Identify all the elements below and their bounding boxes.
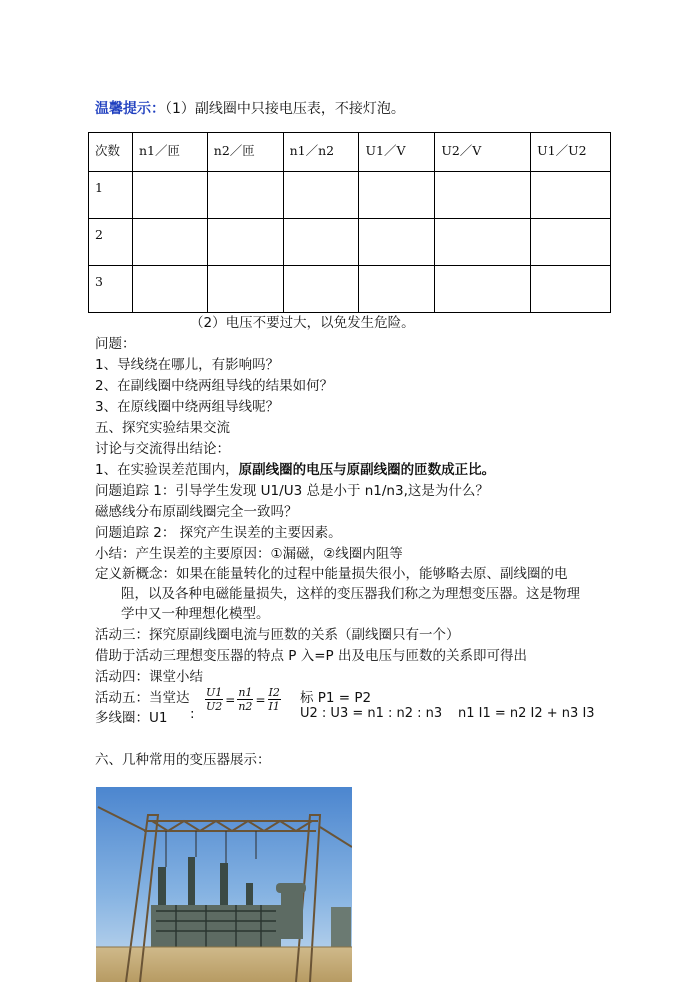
table-header-row bbox=[89, 133, 611, 172]
questions-title: 问题： bbox=[95, 336, 136, 352]
discussion-line: 讨论与交流得出结论： bbox=[95, 441, 230, 457]
table-cell: 2 bbox=[89, 219, 133, 266]
table-header-cell: U1／U2 bbox=[531, 133, 611, 172]
definition-line-1: 定义新概念：如果在能量转化的过程中能量损失很小，能够略去原、副线圈的电 bbox=[95, 566, 568, 582]
table-row bbox=[89, 172, 611, 219]
warm-tip-label: 温馨提示： bbox=[95, 101, 165, 117]
ratio-formula bbox=[205, 686, 281, 713]
question-3: 3、在原线圈中绕两组导线呢？ bbox=[95, 399, 280, 415]
follow-up-2: 问题追踪 2： 探究产生误差的主要因素。 bbox=[95, 525, 342, 541]
fraction-n: $\frac{n1}{n2}$ bbox=[238, 686, 253, 713]
table-cell: 3 bbox=[89, 266, 133, 313]
table-cell bbox=[207, 266, 283, 313]
table-cell bbox=[132, 219, 207, 266]
section6-title: 六、几种常用的变压器展示： bbox=[95, 752, 271, 768]
transformer-photo bbox=[96, 787, 352, 982]
table-cell bbox=[359, 219, 435, 266]
summary-line: 小结：产生误差的主要原因：①漏磁，②线圈内阻等 bbox=[95, 546, 403, 562]
table-header-cell: n1／匝 bbox=[132, 133, 207, 172]
equals-sign: = bbox=[225, 692, 236, 707]
conclusion-1-prefix: 1、在实验误差范围内， bbox=[95, 462, 239, 478]
safety-note: （2）电压不要过大，以免发生危险。 bbox=[190, 315, 415, 331]
power-equality: 标 P1 = P2 bbox=[300, 690, 372, 706]
table-cell bbox=[283, 172, 359, 219]
transformer-illustration bbox=[96, 787, 352, 982]
table-cell bbox=[531, 172, 611, 219]
table-cell bbox=[207, 172, 283, 219]
equals-sign: = bbox=[255, 692, 266, 707]
table-row bbox=[89, 266, 611, 313]
conclusion-1 bbox=[95, 458, 495, 478]
table-header-cell: n2／匝 bbox=[207, 133, 283, 172]
table-cell bbox=[359, 266, 435, 313]
definition-line-3: 学中又一种理想化模型。 bbox=[121, 606, 270, 622]
table-cell bbox=[435, 219, 531, 266]
table-cell bbox=[207, 219, 283, 266]
definition-line-2: 阻，以及各种电磁能量损失，这样的变压器我们称之为理想变压器。这是物理 bbox=[121, 586, 580, 602]
table-cell bbox=[531, 266, 611, 313]
table-header-cell: U1／V bbox=[359, 133, 435, 172]
table-cell bbox=[132, 266, 207, 313]
multi-coil-label: 多线圈：U1 bbox=[95, 710, 168, 726]
table-cell bbox=[359, 172, 435, 219]
table-cell: 1 bbox=[89, 172, 133, 219]
fraction-u: $\frac{U1}{U2}$ bbox=[206, 686, 223, 713]
table-cell bbox=[435, 266, 531, 313]
borrow-line: 借助于活动三理想变压器的特点 P 入=P 出及电压与匝数的关系即可得出 bbox=[95, 648, 527, 664]
data-table bbox=[88, 132, 611, 313]
table-cell bbox=[132, 172, 207, 219]
question-1: 1、导线绕在哪儿，有影响吗？ bbox=[95, 357, 280, 373]
question-2: 2、在副线圈中绕两组导线的结果如何？ bbox=[95, 378, 334, 394]
table-cell bbox=[283, 266, 359, 313]
follow-up-1: 问题追踪 1：引导学生发现 U1/U3 总是小于 n1/n3,这是为什么？ bbox=[95, 483, 489, 499]
activity-5: 活动五：当堂达 bbox=[95, 690, 190, 706]
multi-coil-colon: : bbox=[190, 706, 195, 722]
current-formula: n1 I1 = n2 I2 + n3 I3 bbox=[458, 706, 595, 721]
warm-tip-text: （1）副线圈中只接电压表，不接灯泡。 bbox=[165, 101, 405, 117]
flux-question: 磁感线分布原副线圈完全一致吗？ bbox=[95, 504, 298, 520]
activity-3: 活动三：探究原副线圈电流与匝数的关系（副线圈只有一个） bbox=[95, 627, 460, 643]
warm-tip bbox=[95, 98, 405, 118]
conclusion-1-bold: 原副线圈的电压与原副线圈的匝数成正比。 bbox=[238, 462, 496, 478]
table-header-cell: U2／V bbox=[435, 133, 531, 172]
activity-4: 活动四：课堂小结 bbox=[95, 669, 203, 685]
voltage-ratio-formula: U2 : U3 = n1 : n2 : n3 bbox=[300, 706, 443, 721]
table-header-cell: n1／n2 bbox=[283, 133, 359, 172]
fraction-i: $\frac{I2}{I1}$ bbox=[268, 686, 280, 713]
section5-title: 五、探究实验结果交流 bbox=[95, 420, 230, 436]
table-cell bbox=[531, 219, 611, 266]
table-header-cell: 次数 bbox=[89, 133, 133, 172]
table-cell bbox=[283, 219, 359, 266]
table-cell bbox=[435, 172, 531, 219]
table-row bbox=[89, 219, 611, 266]
